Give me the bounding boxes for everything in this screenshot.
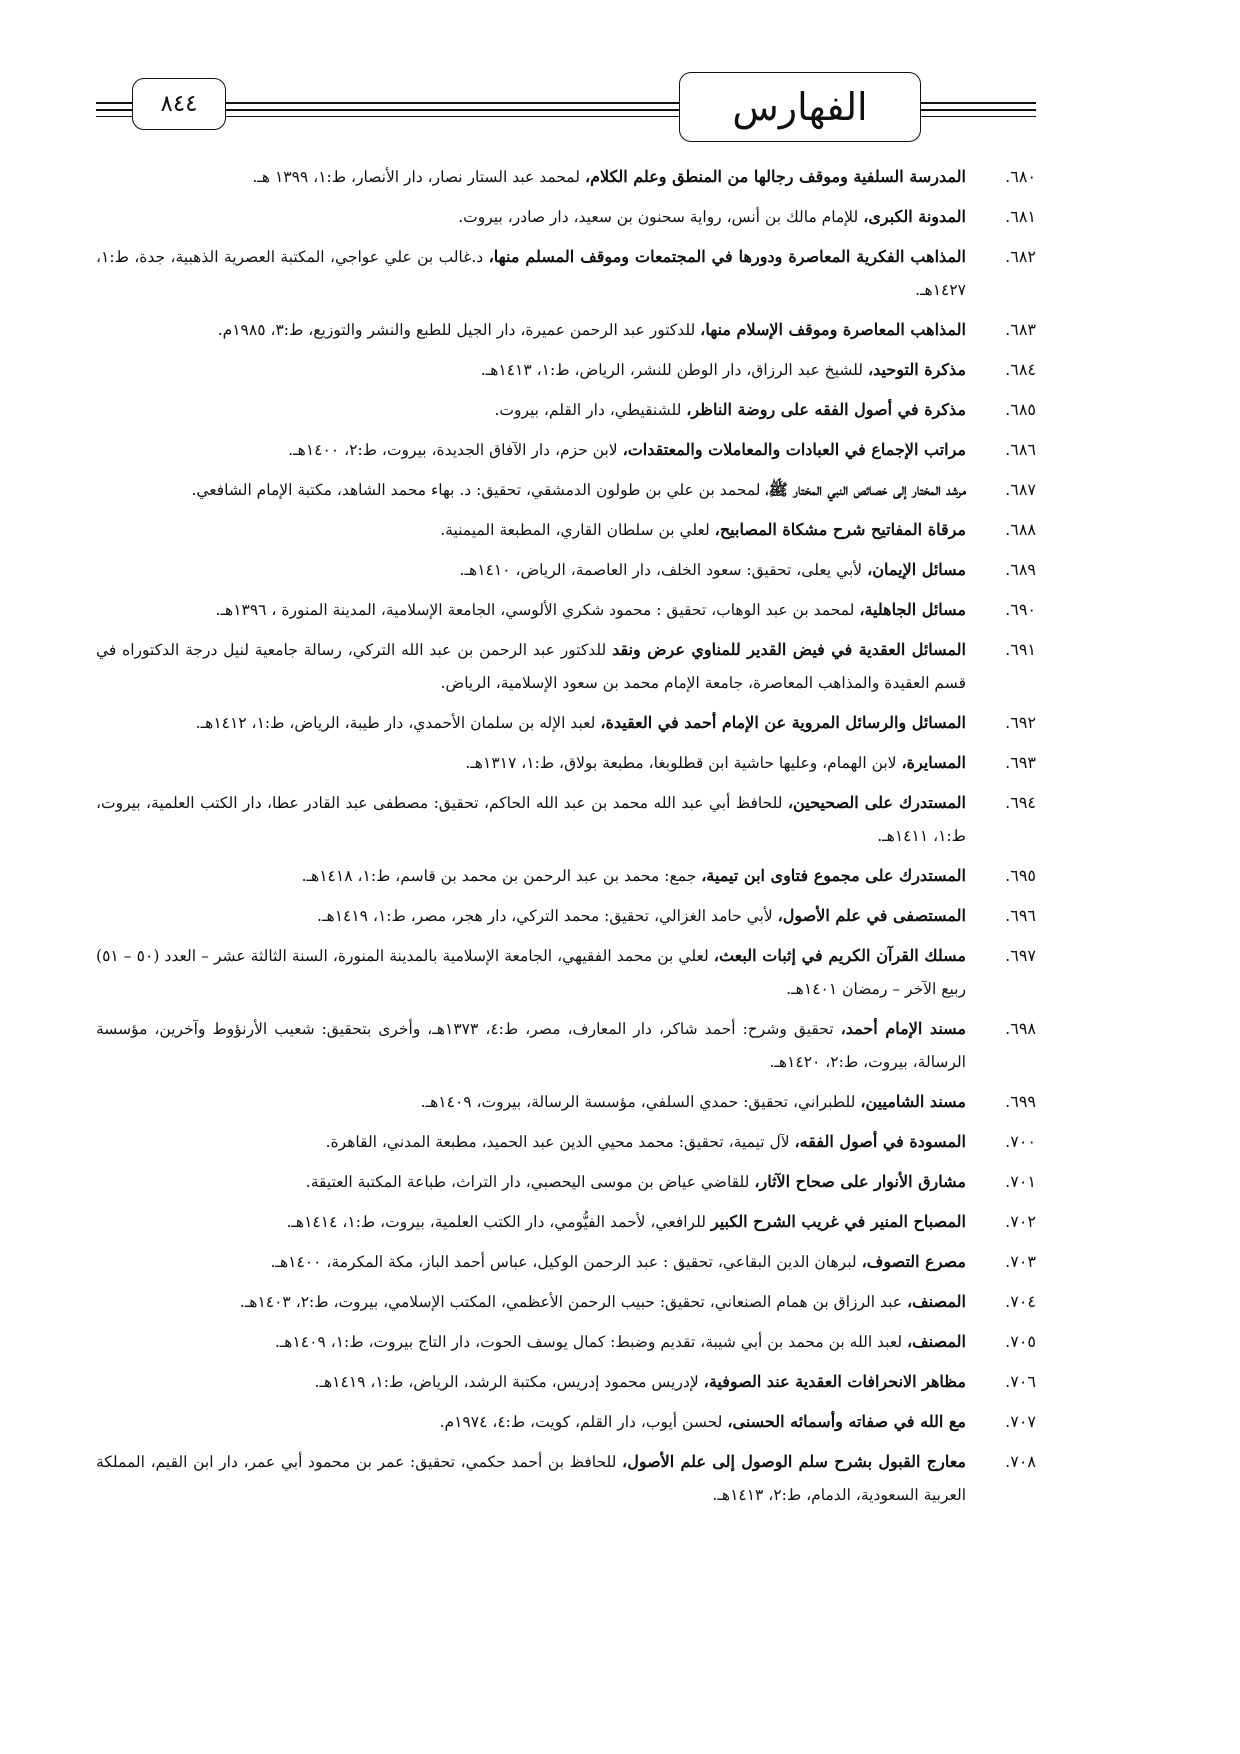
bibliography-entry xyxy=(96,1325,1036,1359)
entry-details: لابن حزم، دار الآفاق الجديدة، بيروت، ط:٢، ١٤٠٠هـ. xyxy=(288,441,623,459)
entry-title: المستصفى في علم الأصول، xyxy=(777,906,966,925)
entry-title: المسائل العقدية في فيض القدير للمناوي عرض ونقد xyxy=(612,640,966,659)
bibliography-entry xyxy=(96,313,1036,347)
bibliography-entry xyxy=(96,593,1036,627)
entry-details: للدكتور عبد الرحمن بن عبد الله التركي، رسالة جامعية لنيل درجة الدكتوراه في قسم العقيدة والمذاهب المعاصرة، جامعة الإمام محمد بن سعود الإسلامية، الرياض. xyxy=(96,641,966,692)
entry-details: لإدريس محمود إدريس، مكتبة الرشد، الرياض، ط:١، ١٤١٩هـ. xyxy=(314,1373,704,1391)
entry-title: المدرسة السلفية وموقف رجالها من المنطق وعلم الكلام، xyxy=(584,167,966,186)
page-header xyxy=(96,72,1036,142)
entry-details: للحافظ أبي عبد الله محمد بن عبد الله الحاكم، تحقيق: مصطفى عبد القادر عطا، دار الكتب العلمية، بيروت، ط:١، ١٤١١هـ. xyxy=(96,794,966,845)
page-number: ٨٤٤ xyxy=(132,78,226,130)
entry-number: ٦٨٣. xyxy=(1005,320,1036,339)
bibliography-entry xyxy=(96,786,1036,853)
entry-number: ٦٩١. xyxy=(1005,640,1036,659)
bibliography-entry xyxy=(96,160,1036,194)
entry-details: لعبد الإله بن سلمان الأحمدي، دار طيبة، الرياض، ط:١، ١٤١٢هـ. xyxy=(195,714,601,732)
entry-details: لأبي حامد الغزالي، تحقيق: محمد التركي، دار هجر، مصر، ط:١، ١٤١٩هـ. xyxy=(317,907,778,925)
entry-title: المسايرة، xyxy=(901,753,966,772)
entry-number: ٦٨٨. xyxy=(1005,520,1036,539)
entry-details: عبد الرزاق بن همام الصنعاني، تحقيق: حبيب الرحمن الأعظمي، المكتب الإسلامي، بيروت، ط:٢، ١٤٠٣هـ. xyxy=(239,1293,907,1311)
entry-title: المذاهب الفكرية المعاصرة ودورها في المجتمعات وموقف المسلم منها، xyxy=(488,247,966,266)
entry-details: للقاضي عياض بن موسى اليحصبي، دار التراث، طباعة المكتبة العتيقة. xyxy=(305,1173,755,1191)
bibliography-entry xyxy=(96,1365,1036,1399)
entry-number: ٧٠٦. xyxy=(1005,1372,1036,1391)
bibliography-entry xyxy=(96,939,1036,1006)
entry-details: جمع: محمد بن عبد الرحمن بن محمد بن قاسم، ط:١، ١٤١٨هـ. xyxy=(301,867,702,885)
entry-title: مذكرة في أصول الفقه على روضة الناظر، xyxy=(686,400,966,419)
bibliography-entry xyxy=(96,1285,1036,1319)
bibliography-list xyxy=(96,160,1036,1518)
bibliography-entry xyxy=(96,1085,1036,1119)
entry-title: مصرع التصوف، xyxy=(861,1252,966,1271)
bibliography-entry xyxy=(96,553,1036,587)
bibliography-entry xyxy=(96,513,1036,547)
bibliography-entry xyxy=(96,859,1036,893)
entry-details: تحقيق وشرح: أحمد شاكر، دار المعارف، مصر، ط:٤، ١٣٧٣هـ، وأخرى بتحقيق: شعيب الأرنؤوط وآخرين، مؤسسة الرسالة، بيروت، ط:٢، ١٤٢٠هـ. xyxy=(96,1020,966,1071)
entry-number: ٦٨١. xyxy=(1005,207,1036,226)
entry-title: مرقاة المفاتيح شرح مشكاة المصابيح، xyxy=(714,520,966,539)
entry-details: لمحمد عبد الستار نصار، دار الأنصار، ط:١، ١٣٩٩ هـ. xyxy=(252,168,585,186)
entry-number: ٦٩٣. xyxy=(1005,753,1036,772)
bibliography-entry xyxy=(96,353,1036,387)
bibliography-entry xyxy=(96,1012,1036,1079)
entry-title: مسلك القرآن الكريم في إثبات البعث، xyxy=(713,946,967,965)
entry-details: للحافظ بن أحمد حكمي، تحقيق: عمر بن محمود أبي عمر، دار ابن القيم، المملكة العربية السعودية، الدمام، ط:٢، ١٤١٣هـ. xyxy=(96,1453,966,1504)
entry-number: ٦٨٢. xyxy=(1005,247,1036,266)
entry-details: لابن الهمام، وعليها حاشية ابن قطلوبغا، مطبعة بولاق، ط:١، ١٣١٧هـ. xyxy=(465,754,902,772)
entry-title: المستدرك على مجموع فتاوى ابن تيمية، xyxy=(701,866,966,885)
bibliography-entry xyxy=(96,633,1036,700)
entry-number: ٦٩٢. xyxy=(1005,713,1036,732)
bibliography-entry xyxy=(96,1445,1036,1512)
bibliography-entry xyxy=(96,1125,1036,1159)
entry-title: المسائل والرسائل المروية عن الإمام أحمد في العقيدة، xyxy=(600,713,966,732)
entry-number: ٦٩٨. xyxy=(1005,1019,1036,1038)
bibliography-entry xyxy=(96,473,1036,507)
entry-number: ٦٩٥. xyxy=(1005,866,1036,885)
entry-number: ٦٩٠. xyxy=(1005,600,1036,619)
bibliography-entry xyxy=(96,240,1036,307)
entry-title: مذكرة التوحيد، xyxy=(867,360,966,379)
bibliography-entry xyxy=(96,1205,1036,1239)
entry-details: للرافعي، لأحمد الفيُّومي، دار الكتب العلمية، بيروت، ط:١، ١٤١٤هـ. xyxy=(286,1213,711,1231)
entry-details: للطبراني، تحقيق: حمدي السلفي، مؤسسة الرسالة، بيروت، ١٤٠٩هـ. xyxy=(420,1093,861,1111)
bibliography-entry xyxy=(96,200,1036,234)
entry-number: ٦٨٥. xyxy=(1005,400,1036,419)
entry-details: د.غالب بن علي عواجي، المكتبة العصرية الذهبية، جدة، ط:١، ١٤٢٧هـ. xyxy=(96,248,966,299)
entry-number: ٦٨٠. xyxy=(1005,167,1036,186)
entry-number: ٦٩٤. xyxy=(1005,793,1036,812)
entry-number: ٦٩٧. xyxy=(1005,946,1036,965)
entry-title: مسند الشاميين، xyxy=(860,1092,966,1111)
entry-number: ٦٩٩. xyxy=(1005,1092,1036,1111)
entry-title: المصنف، xyxy=(907,1332,966,1351)
entry-details: لعلي بن سلطان القاري، المطبعة الميمنية. xyxy=(440,521,715,539)
section-title: الفهارس xyxy=(679,72,921,142)
entry-title: مع الله في صفاته وأسمائه الحسنى، xyxy=(727,1412,966,1431)
bibliography-entry xyxy=(96,1245,1036,1279)
entry-title: مشارق الأنوار على صحاح الآثار، xyxy=(754,1172,966,1191)
entry-details: لمحمد بن عبد الوهاب، تحقيق : محمود شكري الألوسي، الجامعة الإسلامية، المدينة المنورة ، ١٣٩٦هـ. xyxy=(215,601,860,619)
entry-details: لحسن أيوب، دار القلم، كويت، ط:٤، ١٩٧٤م. xyxy=(439,1413,728,1431)
entry-details: لعبد الله بن محمد بن أبي شيبة، تقديم وضبط: كمال يوسف الحوت، دار التاج بيروت، ط:١، ١٤٠٩هـ. xyxy=(274,1333,907,1351)
entry-number: ٧٠٠. xyxy=(1005,1132,1036,1151)
entry-title: المذاهب المعاصرة وموقف الإسلام منها، xyxy=(700,320,966,339)
entry-title: معارج القبول بشرح سلم الوصول إلى علم الأصول، xyxy=(622,1452,966,1471)
entry-title: المستدرك على الصحيحين، xyxy=(787,793,967,812)
entry-number: ٧٠٥. xyxy=(1005,1332,1036,1351)
entry-details: لمحمد بن علي بن طولون الدمشقي، تحقيق: د. بهاء محمد الشاهد، مكتبة الإمام الشافعي. xyxy=(191,481,766,499)
entry-title: المسودة في أصول الفقه، xyxy=(794,1132,966,1151)
entry-details: للشنقيطي، دار القلم، بيروت. xyxy=(494,401,687,419)
entry-number: ٧٠٣. xyxy=(1005,1252,1036,1271)
bibliography-entry xyxy=(96,1405,1036,1439)
entry-details: لبرهان الدين البقاعي، تحقيق : عبد الرحمن الوكيل، عباس أحمد الباز، مكة المكرمة، ١٤٠٠هـ. xyxy=(270,1253,862,1271)
entry-number: ٦٩٦. xyxy=(1005,906,1036,925)
entry-number: ٦٨٦. xyxy=(1005,440,1036,459)
entry-title: مسند الإمام أحمد، xyxy=(840,1019,966,1038)
entry-number: ٦٨٧. xyxy=(1005,480,1036,499)
entry-number: ٧٠٢. xyxy=(1005,1212,1036,1231)
entry-details: لأبي يعلى، تحقيق: سعود الخلف، دار العاصمة، الرياض، ١٤١٠هـ. xyxy=(459,561,868,579)
bibliography-entry xyxy=(96,393,1036,427)
entry-title: مراتب الإجماع في العبادات والمعاملات والمعتقدات، xyxy=(622,440,966,459)
entry-number: ٧٠٨. xyxy=(1005,1452,1036,1471)
entry-number: ٧٠٤. xyxy=(1005,1292,1036,1311)
entry-details: لعلي بن محمد الفقيهي، الجامعة الإسلامية بالمدينة المنورة، السنة الثالثة عشر – العدد (٥٠ – ٥١) ربيع الآخر – رمضان ١٤٠١هـ. xyxy=(96,947,966,998)
entry-details: لآل تيمية، تحقيق: محمد محيي الدين عبد الحميد، مطبعة المدني، القاهرة. xyxy=(325,1133,795,1151)
entry-title: مرشد المختار إلى خصائص النبي المختار ﷺ، xyxy=(765,480,966,499)
entry-details: للدكتور عبد الرحمن عميرة، دار الجيل للطبع والنشر والتوزيع، ط:٣، ١٩٨٥م. xyxy=(217,321,701,339)
entry-number: ٧٠٧. xyxy=(1005,1412,1036,1431)
bibliography-entry xyxy=(96,1165,1036,1199)
bibliography-entry xyxy=(96,899,1036,933)
entry-title: المصنف، xyxy=(907,1292,966,1311)
entry-title: مسائل الإيمان، xyxy=(867,560,966,579)
entry-number: ٧٠١. xyxy=(1005,1172,1036,1191)
entry-number: ٦٨٤. xyxy=(1005,360,1036,379)
bibliography-entry xyxy=(96,433,1036,467)
entry-title: مسائل الجاهلية، xyxy=(859,600,966,619)
entry-number: ٦٨٩. xyxy=(1005,560,1036,579)
bibliography-entry xyxy=(96,746,1036,780)
entry-details: للشيخ عبد الرزاق، دار الوطن للنشر، الرياض، ط:١، ١٤١٣هـ. xyxy=(480,361,868,379)
entry-details: للإمام مالك بن أنس، رواية سحنون بن سعيد، دار صادر، بيروت. xyxy=(458,208,864,226)
entry-title: المدونة الكبرى، xyxy=(863,207,966,226)
entry-title: مظاهر الانحرافات العقدية عند الصوفية، xyxy=(703,1372,966,1391)
bibliography-entry xyxy=(96,706,1036,740)
entry-title: المصباح المنير في غريب الشرح الكبير xyxy=(710,1212,966,1231)
